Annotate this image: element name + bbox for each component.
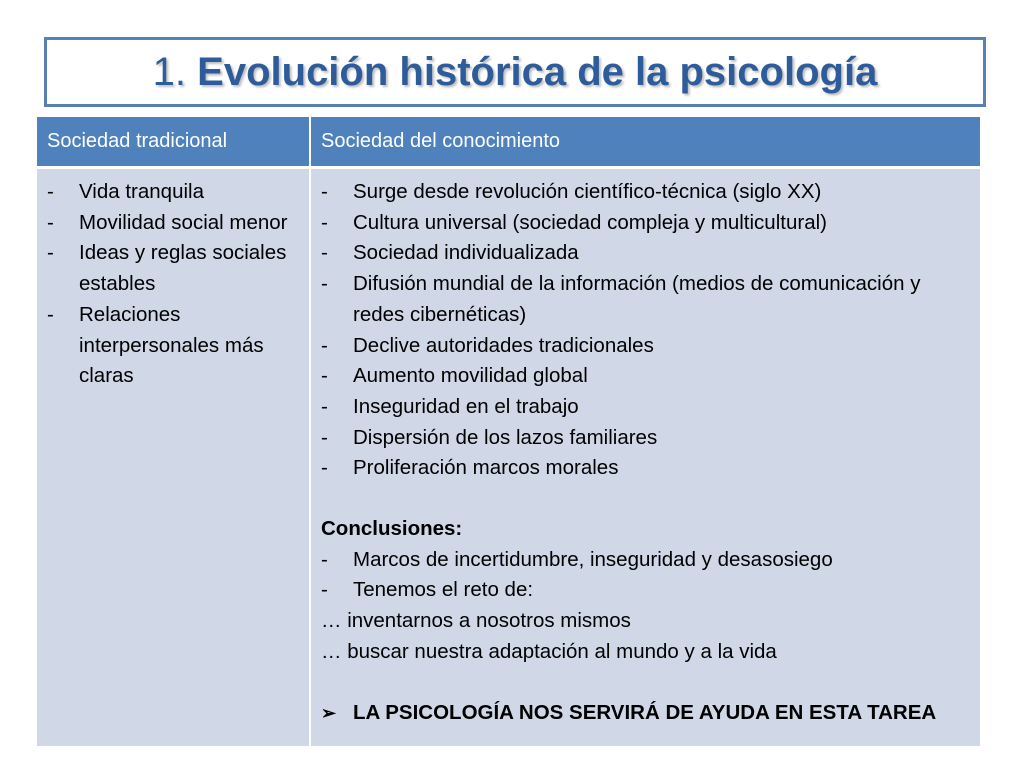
list-item: - Declive autoridades tradicionales [321,331,970,362]
dash-mark: - [321,456,328,480]
list-item: - Dispersión de los lazos familiares [321,423,970,454]
dash-mark: - [321,272,328,296]
title-number: 1. [152,49,187,94]
list-item: - Vida tranquila [47,177,299,208]
cell-traditional [37,168,310,747]
list-item: - Aumento movilidad global [321,361,970,392]
list-item: - Ideas y reglas sociales estables [47,238,299,299]
list-item: - Difusión mundial de la información (medios de comunicación y redes cibernéticas) [321,269,970,330]
dash-mark: - [47,210,54,234]
cell-knowledge [310,168,980,747]
dash-mark: - [47,180,54,203]
title-text: Evolución histórica de la psicología [197,49,878,94]
page-title [153,50,878,95]
table-row [37,168,980,747]
arrow-bullet-icon: ➢ [321,702,337,723]
list-item: - Tenemos el reto de: [321,575,970,606]
dash-mark: - [47,241,54,265]
dash-mark: - [47,302,54,326]
dash-mark: - [321,394,328,418]
conclusions-list [321,545,970,606]
dash-mark: - [321,333,328,357]
dash-mark: - [321,578,328,602]
list-item: - Surge desde revolución científico-técnica (siglo XX) [321,177,970,208]
knowledge-list [321,177,970,484]
dash-mark: - [321,210,328,234]
table-header-row [37,117,980,168]
comparison-table [37,117,980,746]
final-statement-text: LA PSICOLOGÍA NOS SERVIRÁ DE AYUDA EN ESTA TAREA [353,700,937,724]
dash-mark: - [321,425,328,449]
dash-mark: - [321,180,328,203]
list-item: - Marcos de incertidumbre, inseguridad y desasosiego [321,545,970,576]
dash-mark: - [321,364,328,388]
list-item: - Inseguridad en el trabajo [321,392,970,423]
title-box [44,37,986,107]
conclusions-title: Conclusiones: [321,517,463,541]
list-item: - Movilidad social menor [47,208,299,239]
list-item: - Sociedad individualizada [321,238,970,269]
dash-mark: - [321,241,328,265]
challenge-line: … buscar nuestra adaptación al mundo y a la vida [321,639,777,663]
spacer [321,668,970,698]
header-traditional: Sociedad tradicional [37,117,310,168]
challenge-line: … inventarnos a nosotros mismos [321,609,631,633]
header-knowledge: Sociedad del conocimiento [310,117,980,168]
list-item: - Proliferación marcos morales [321,453,970,484]
list-item: - Relaciones interpersonales más claras [47,300,299,392]
list-item: - Cultura universal (sociedad compleja y multicultural) [321,208,970,239]
dash-mark: - [321,547,328,571]
traditional-list [47,177,299,392]
final-statement [321,698,970,729]
spacer [321,484,970,514]
